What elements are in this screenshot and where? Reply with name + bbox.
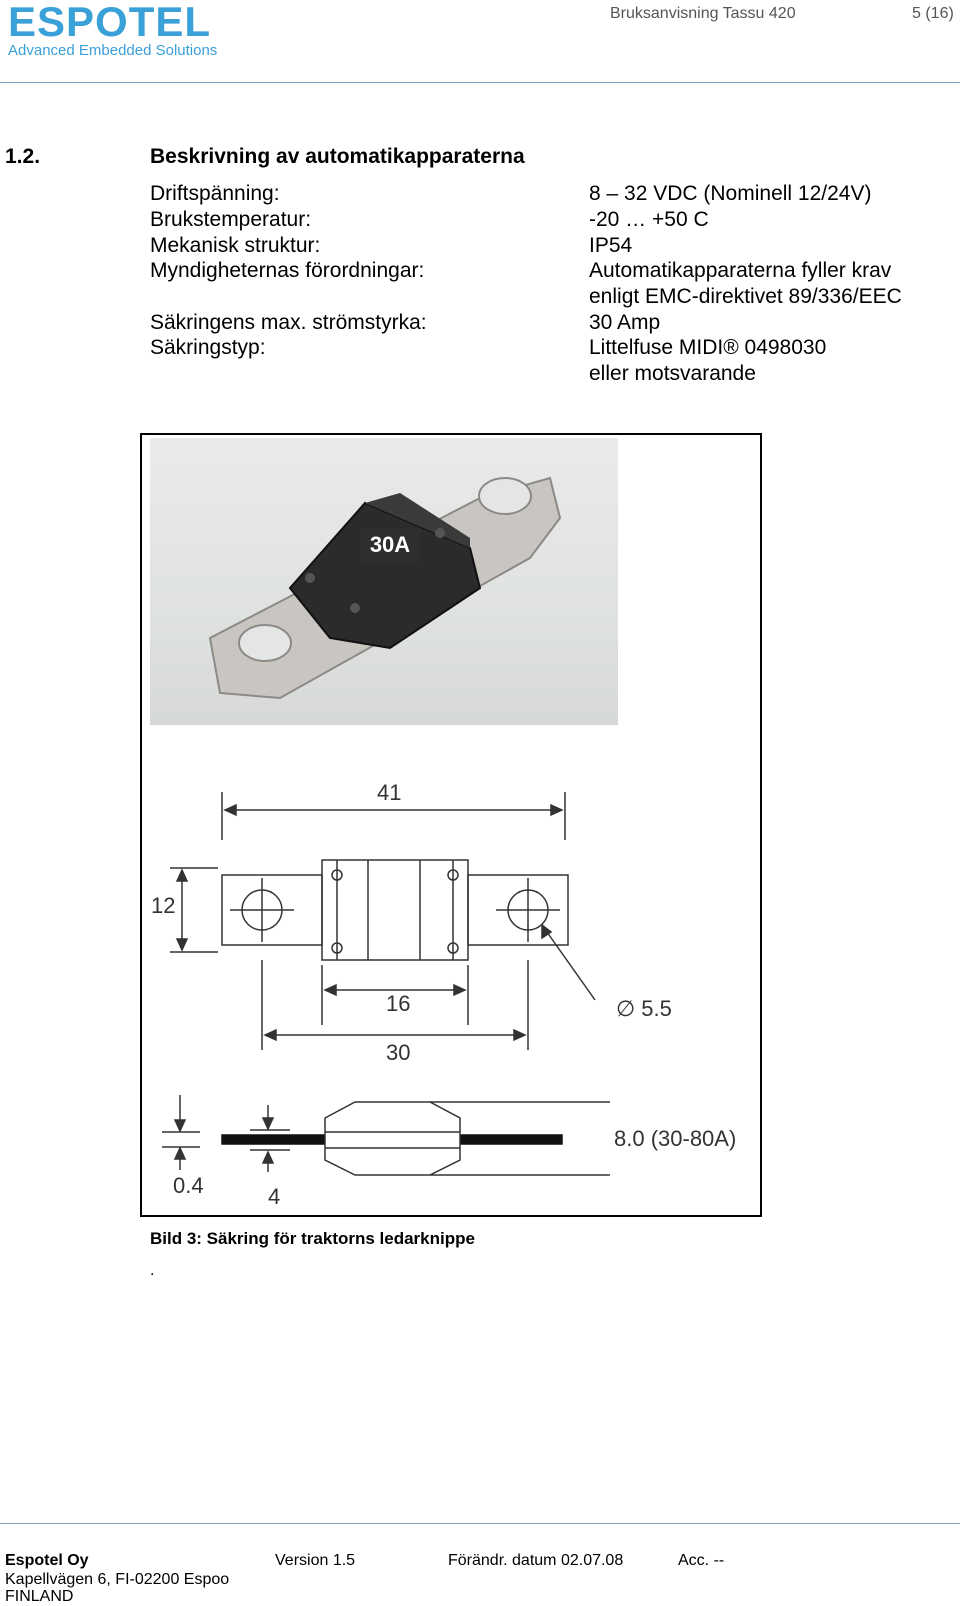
footer-divider bbox=[0, 1523, 960, 1524]
footer-address-line2: FINLAND bbox=[5, 1588, 74, 1605]
trailing-dot: . bbox=[150, 1262, 155, 1279]
dimension-16: 16 bbox=[386, 991, 411, 1016]
page-number: 5 (16) bbox=[912, 5, 954, 22]
dimension-thickness: 8.0 (30-80A) bbox=[614, 1126, 737, 1151]
dimension-4: 4 bbox=[268, 1184, 281, 1209]
dimension-30: 30 bbox=[386, 1040, 411, 1065]
dimension-12: 12 bbox=[151, 893, 176, 918]
spec-label: Säkringens max. strömstyrka: bbox=[150, 311, 427, 334]
footer-version: Version 1.5 bbox=[275, 1552, 356, 1569]
dimension-41: 41 bbox=[377, 780, 402, 805]
spec-value-continued: eller motsvarande bbox=[589, 362, 756, 385]
fuse-rating-label: 30A bbox=[360, 528, 420, 562]
header-divider bbox=[0, 82, 960, 83]
fuse-photo bbox=[150, 438, 618, 725]
spec-label: Myndigheternas förordningar: bbox=[150, 259, 425, 282]
spec-label: Säkringstyp: bbox=[150, 336, 266, 359]
spec-label: Brukstemperatur: bbox=[150, 208, 312, 231]
spec-value: IP54 bbox=[589, 234, 633, 257]
footer-acc: Acc. -- bbox=[678, 1552, 725, 1569]
spec-value: -20 … +50 C bbox=[589, 208, 709, 231]
footer-company: Espotel Oy bbox=[5, 1552, 89, 1569]
spec-value-continued: enligt EMC-direktivet 89/336/EEC bbox=[589, 285, 902, 308]
footer-address-line1: Kapellvägen 6, FI-02200 Espoo bbox=[5, 1571, 230, 1588]
spec-label: Driftspänning: bbox=[150, 182, 280, 205]
fuse-illustration bbox=[150, 438, 618, 725]
logo-tagline: Advanced Embedded Solutions bbox=[8, 42, 218, 59]
section-number: 1.2. bbox=[5, 145, 41, 168]
spec-value: 30 Amp bbox=[589, 311, 661, 334]
espotel-logo: ESPOTEL bbox=[8, 0, 212, 45]
dimension-0-4: 0.4 bbox=[173, 1173, 204, 1198]
spec-value: Automatikapparaterna fyller krav bbox=[589, 259, 892, 282]
document-title: Bruksanvisning Tassu 420 bbox=[610, 5, 796, 22]
spec-label: Mekanisk struktur: bbox=[150, 234, 321, 257]
spec-value: Littelfuse MIDI® 0498030 bbox=[589, 336, 827, 359]
section-title: Beskrivning av automatikapparaterna bbox=[150, 145, 525, 168]
footer-changed-date: Förändr. datum 02.07.08 bbox=[448, 1552, 624, 1569]
dimension-hole-diameter: ∅ 5.5 bbox=[616, 996, 672, 1021]
spec-value: 8 – 32 VDC (Nominell 12/24V) bbox=[589, 182, 872, 205]
figure-caption: Bild 3: Säkring för traktorns ledarknippe bbox=[150, 1229, 475, 1248]
